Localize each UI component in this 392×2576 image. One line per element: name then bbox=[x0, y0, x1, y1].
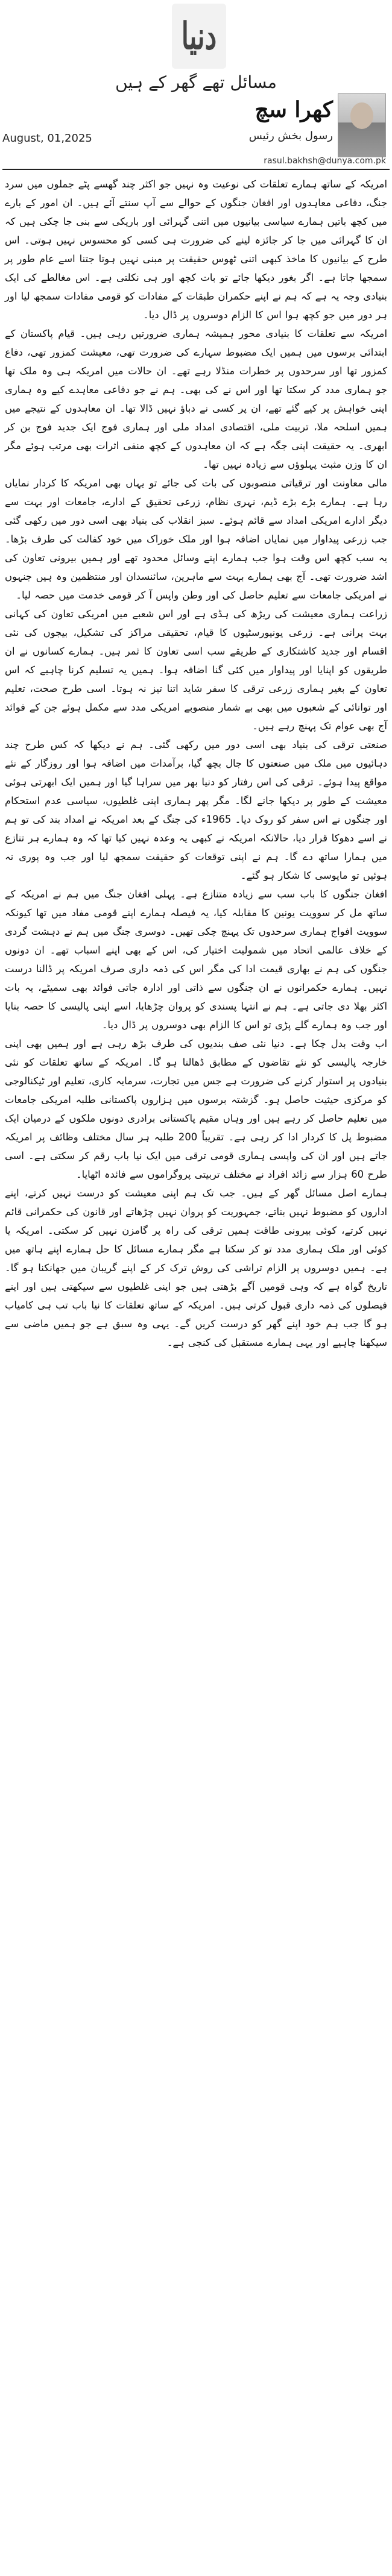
author-email: rasul.bakhsh@dunya.com.pk bbox=[264, 156, 386, 166]
logo-text: دنیا bbox=[181, 14, 217, 58]
masthead bbox=[0, 0, 392, 90]
paragraph: ہمارے اصل مسائل گھر کے ہیں۔ جب تک ہم اپنی معیشت کو درست نہیں کرتے، اپنے اداروں کو مضبوط نہیں بناتے، جمہوریت کو پروان نہیں چڑھاتے اور قانون کی حکمرانی قائم نہیں کرتے، کوئی بیرونی طاقت ہمیں ترقی کی راہ پر گامزن نہیں کر سکتی۔ امریکہ یا کوئی اور ملک ہماری مدد تو کر سکتا ہے مگر ہمارے مسائل کا حل ہمارے اپنے ہاتھ میں ہے۔ ہمیں دوسروں پر الزام تراشی کی روش ترک کر کے اپنے گریبان میں جھانکنا ہو گا۔ تاریخ گواہ ہے کہ وہی قومیں آگے بڑھتی ہیں جو اپنی غلطیوں سے سیکھتی ہیں اور اپنے فیصلوں کی ذمہ داری قبول کرتی ہیں۔ امریکہ کے ساتھ تعلقات کا نیا باب تب ہی کامیاب ہو گا جب ہم خود اپنے گھر کو درست کریں گے۔ یہی وہ سبق ہے جو ہمیں ماضی سے سیکھنا چاہیے اور یہی ہمارے مستقبل کی کنجی ہے۔ bbox=[5, 1187, 387, 1348]
paragraph: مالی معاونت اور ترقیاتی منصوبوں کی بات کی جائے تو یہاں بھی امریکہ کا کردار نمایاں رہا ہے۔ ہمارے بڑے بڑے ڈیم، نہری نظام، زرعی تحقیق کے ادارے، جامعات اور بہت سے دیگر ادارے امریکی امداد سے قائم ہوئے۔ سبز انقلاب کی بنیاد بھی اسی دور میں رکھی گئی جب زرعی پیداوار میں نمایاں اضافہ ہوا اور ملک خوراک میں خود کفالت کی طرف بڑھا۔ یہ سب کچھ اس وقت ہوا جب ہمارے اپنے وسائل محدود تھے اور ہمیں بیرونی تعاون کی اشد ضرورت تھی۔ آج بھی ہمارے بہت سے ماہرین، سائنسدان اور منتظمین وہ ہیں جنہوں نے امریکی جامعات سے تعلیم حاصل کی اور وطن واپس آ کر قومی خدمت میں حصہ لیا۔ bbox=[5, 477, 387, 601]
paragraph: زراعت ہماری معیشت کی ریڑھ کی ہڈی ہے اور اس شعبے میں امریکی تعاون کی کہانی بہت پرانی ہے۔ زرعی یونیورسٹیوں کا قیام، تحقیقی مراکز کی تشکیل، بیجوں کی نئی اقسام اور جدید کاشتکاری کے طریقے سب اسی تعاون کا ثمر ہیں۔ ہمارے کسانوں نے ان طریقوں کو اپنایا اور پیداوار میں کئی گنا اضافہ ہوا۔ ہمیں یہ تسلیم کرنا چاہیے کہ اس تعاون کے بغیر ہماری زرعی ترقی کا سفر شاید اتنا تیز نہ ہوتا۔ اسی طرح صحت، تعلیم اور توانائی کے شعبوں میں بھی بے شمار منصوبے امریکی مدد سے مکمل ہوئے جن کے فوائد آج بھی عوام تک پہنچ رہے ہیں۔ bbox=[5, 608, 387, 732]
column-name: کھرا سچ bbox=[254, 97, 333, 122]
author-name: رسول بخش رئیس bbox=[248, 130, 333, 142]
newspaper-logo bbox=[172, 4, 226, 69]
author-photo bbox=[338, 93, 386, 157]
paragraph: افغان جنگوں کا باب سب سے زیادہ متنازع ہے۔ پہلی افغان جنگ میں ہم نے امریکہ کے ساتھ مل کر سوویت یونین کا مقابلہ کیا، یہ فیصلہ ہمارے اپنے قومی مفاد میں تھا کیونکہ سوویت افواج ہماری سرحدوں تک پہنچ چکی تھیں۔ دوسری جنگ میں ہم نے دہشت گردی کے خلاف عالمی اتحاد میں شمولیت اختیار کی، اس کے بھی اپنے اسباب تھے۔ ان دونوں جنگوں کی ہم نے بھاری قیمت ادا کی مگر اس کی ذمہ داری صرف امریکہ پر ڈالنا درست نہیں۔ ہمارے حکمرانوں نے ان جنگوں سے ذاتی اور ادارہ جاتی فوائد بھی سمیٹے، یہ بات اکثر بھلا دی جاتی ہے۔ ہم نے انتہا پسندی کو پروان چڑھایا، اسے اپنی پالیسی کا حصہ بنایا اور جب وہ ہمارے گلے پڑی تو اس کا الزام بھی دوسروں پر ڈال دیا۔ bbox=[5, 888, 387, 1031]
article-body bbox=[5, 175, 387, 1352]
publish-date: August, 01,2025 bbox=[2, 132, 92, 145]
paragraph: امریکہ کے ساتھ ہمارے تعلقات کی نوعیت وہ نہیں جو اکثر چند گھسے پٹے جملوں میں سرد جنگ، دفاعی معاہدوں اور افغان جنگوں کے حوالے سے آپ سنتے آئے ہیں۔ ان امور کے بارے میں کچھ باتیں ہمارے سیاسی بیانیوں میں اتنی گہرائی اور باریکی سے بنی جا چکی ہیں کہ ان کا گہرائی میں جا کر جائزہ لینے کی ضرورت ہی کسی کو محسوس نہیں ہوتی۔ اس طرح کے بیانیوں کا ماخذ کبھی اتنی ٹھوس حقیقت پر مبنی نہیں ہوتا جتنا اسے عام طور پر سمجھا جاتا ہے۔ اگر بغور دیکھا جائے تو بات کچھ اور ہی نکلتی ہے۔ اس مغالطے کی ایک بنیادی وجہ یہ ہے کہ ہم نے اپنے حکمران طبقات کے مفادات کو قومی مفادات سمجھ لیا اور ہر دور میں جو کچھ ہوا اس کا الزام دوسروں پر ڈال دیا۔ bbox=[5, 178, 387, 321]
paragraph: امریکہ سے تعلقات کا بنیادی محور ہمیشہ ہماری ضرورتیں رہی ہیں۔ قیام پاکستان کے ابتدائی برسوں میں ہمیں ایک مضبوط سہارے کی ضرورت تھی، معیشت کمزور تھی، دفاع کمزور تھا اور سرحدوں پر خطرات منڈلا رہے تھے۔ ان حالات میں امریکہ ہی وہ ملک تھا جو ہماری مدد کر سکتا تھا اور اس نے کی بھی۔ ہم نے جو دفاعی معاہدے کیے وہ ہماری اپنی خواہش پر کیے گئے تھے، ان پر کسی نے دباؤ نہیں ڈالا تھا۔ ان معاہدوں کے نتیجے میں ہمیں اسلحہ ملا، تربیت ملی، اقتصادی امداد ملی اور ہماری فوج ایک جدید فوج بن کر ابھری۔ یہ حقیقت اپنی جگہ ہے کہ ان معاہدوں کے کچھ منفی اثرات بھی مرتب ہوئے مگر ان کا وزن مثبت پہلوؤں سے زیادہ نہیں تھا۔ bbox=[5, 328, 387, 470]
paragraph: اب وقت بدل چکا ہے۔ دنیا نئی صف بندیوں کی طرف بڑھ رہی ہے اور ہمیں بھی اپنی خارجہ پالیسی کو نئے تقاضوں کے مطابق ڈھالنا ہو گا۔ امریکہ کے ساتھ تعلقات کو نئی بنیادوں پر استوار کرنے کی ضرورت ہے جس میں تجارت، سرمایہ کاری، تعلیم اور ٹیکنالوجی کو مرکزی حیثیت حاصل ہو۔ گزشتہ برسوں میں ہزاروں پاکستانی طلبہ امریکی جامعات میں تعلیم حاصل کر رہے ہیں اور وہاں مقیم پاکستانی برادری دونوں ملکوں کے درمیان ایک مضبوط پل کا کردار ادا کر رہی ہے۔ تقریباً 200 طلبہ ہر سال مختلف وظائف پر امریکہ جاتے ہیں اور ان کی واپسی ہماری قومی ترقی میں ایک نیا باب رقم کر سکتی ہے۔ اسی طرح 60 ہزار سے زائد افراد نے مختلف تربیتی پروگراموں سے فائدہ اٹھایا۔ bbox=[5, 1038, 387, 1180]
paragraph: صنعتی ترقی کی بنیاد بھی اسی دور میں رکھی گئی۔ ہم نے دیکھا کہ کس طرح چند دہائیوں میں ملک میں صنعتوں کا جال بچھ گیا، برآمدات میں اضافہ ہوا اور روزگار کے نئے مواقع پیدا ہوئے۔ ترقی کی اس رفتار کو دنیا بھر میں سراہا گیا اور ہمیں ایک ابھرتی ہوئی معیشت کے طور پر دیکھا جانے لگا۔ مگر پھر ہماری اپنی غلطیوں، سیاسی عدم استحکام اور جنگوں نے اس سفر کو روک دیا۔ 1965ء کی جنگ کے بعد امریکہ نے امداد بند کی تو ہم نے اسے دھوکا قرار دیا، حالانکہ امریکہ نے کبھی یہ وعدہ نہیں کیا تھا کہ وہ ہمارے ہر تنازع میں ہمارا ساتھ دے گا۔ ہم نے اپنی توقعات کو حقیقت سمجھ لیا اور جب وہ پوری نہ ہوئیں تو مایوسی کا شکار ہو گئے۔ bbox=[5, 739, 387, 881]
face-shape bbox=[350, 102, 373, 129]
header-divider bbox=[2, 169, 390, 170]
byline bbox=[0, 93, 392, 166]
article-title: مسائل تھے گھر کے ہیں bbox=[115, 72, 277, 92]
